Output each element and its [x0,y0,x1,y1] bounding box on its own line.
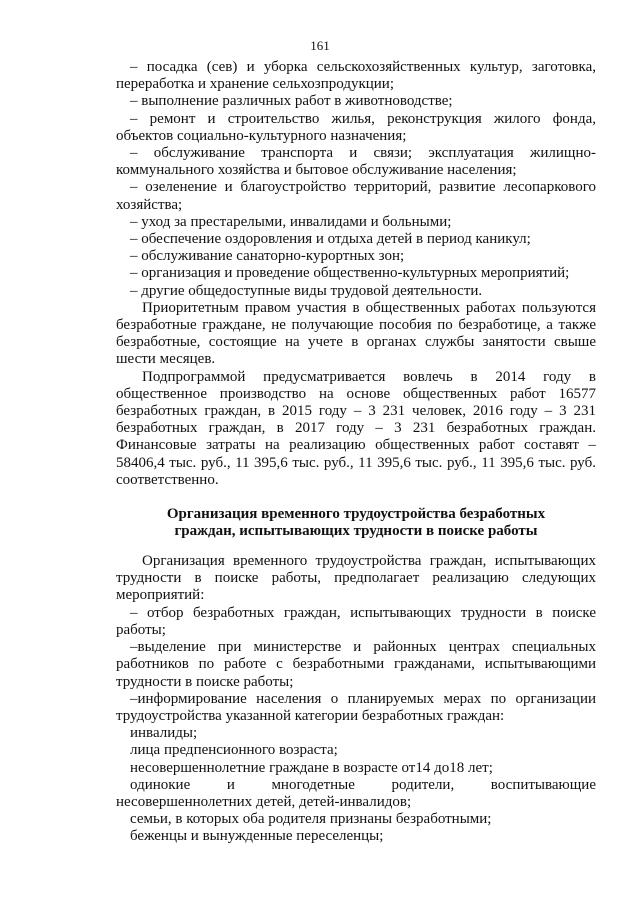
paragraph: несовершеннолетние граждане в возрасте от14 до18 лет; [130,759,493,776]
paragraph: – обеспечение оздоровления и отдыха детей в период каникул; [130,231,531,248]
paragraph: – ремонт и строительство жилья, реконструкция жилого фонда, объектов социально-культурного назначения; [116,110,596,144]
paragraph: беженцы и вынужденные переселенцы; [130,828,384,845]
paragraph: – другие общедоступные виды трудовой деятельности. [130,282,483,299]
paragraph: – обслуживание транспорта и связи; эксплуатация жилищно-коммунального хозяйства и бытовое обслуживание населения; [116,145,596,179]
paragraph: – обслуживание санаторно-курортных зон; [130,248,405,265]
paragraph: Организация временного трудоустройства граждан, испытывающих трудности в поиске работы, предполагает реализацию следующих мероприятий: [116,553,596,604]
page-content [116,59,596,846]
paragraph: – озеленение и благоустройство территорий, развитие лесопаркового хозяйства; [116,179,596,213]
paragraph: Приоритетным правом участия в общественных работах пользуются безработные граждане, не получающие пособия по безработице, а также безработные, состоящие на учете в органах службы занятости свыше шести месяцев. [116,299,596,368]
section-heading [116,506,596,539]
section-heading-line-2: граждан, испытывающих трудности в поиске работы [174,522,538,539]
paragraph: лица предпенсионного возраста; [130,742,338,759]
paragraph: –информирование населения о планируемых мерах по организации трудоустройства указанной категории безработных граждан: [116,690,596,724]
section-heading-line-1: Организация временного трудоустройства безработных [166,506,546,523]
paragraph: – организация и проведение общественно-культурных мероприятий; [130,265,570,282]
paragraph: – отбор безработных граждан, испытывающих трудности в поиске работы; [116,604,596,638]
paragraph: семьи, в которых оба родителя признаны безработными; [130,811,492,828]
page-number: 161 [310,38,330,53]
top-paragraphs [116,59,596,489]
bottom-paragraphs [116,553,596,845]
paragraph: – посадка (сев) и уборка сельскохозяйственных культур, заготовка, переработка и хранение сельхозпродукции; [116,59,596,93]
paragraph: Подпрограммой предусматривается вовлечь в 2014 году в общественное производство на основе общественных работ 16577 безработных граждан, в 2015 году – 3 231 человек, 2016 году – 3 231 безработных граждан, в 2017 году – 3 231 безработных граждан. Финансовые затраты на реализацию общественных работ составят – 58406,4 тыс. руб., 11 395,6 тыс. руб., 11 395,6 тыс. руб., 11 395,6 тыс. руб. соответственно. [116,368,596,488]
paragraph: – выполнение различных работ в животноводстве; [130,93,453,110]
paragraph: – уход за престарелыми, инвалидами и больными; [130,213,452,230]
paragraph: инвалиды; [130,725,198,742]
paragraph: –выделение при министерстве и районных центрах специальных работников по работе с безработными гражданами, испытывающими трудности в поиске работы; [116,639,596,690]
paragraph: одинокие и многодетные родители, воспитывающие несовершеннолетних детей, детей-инвалидов; [116,776,596,810]
